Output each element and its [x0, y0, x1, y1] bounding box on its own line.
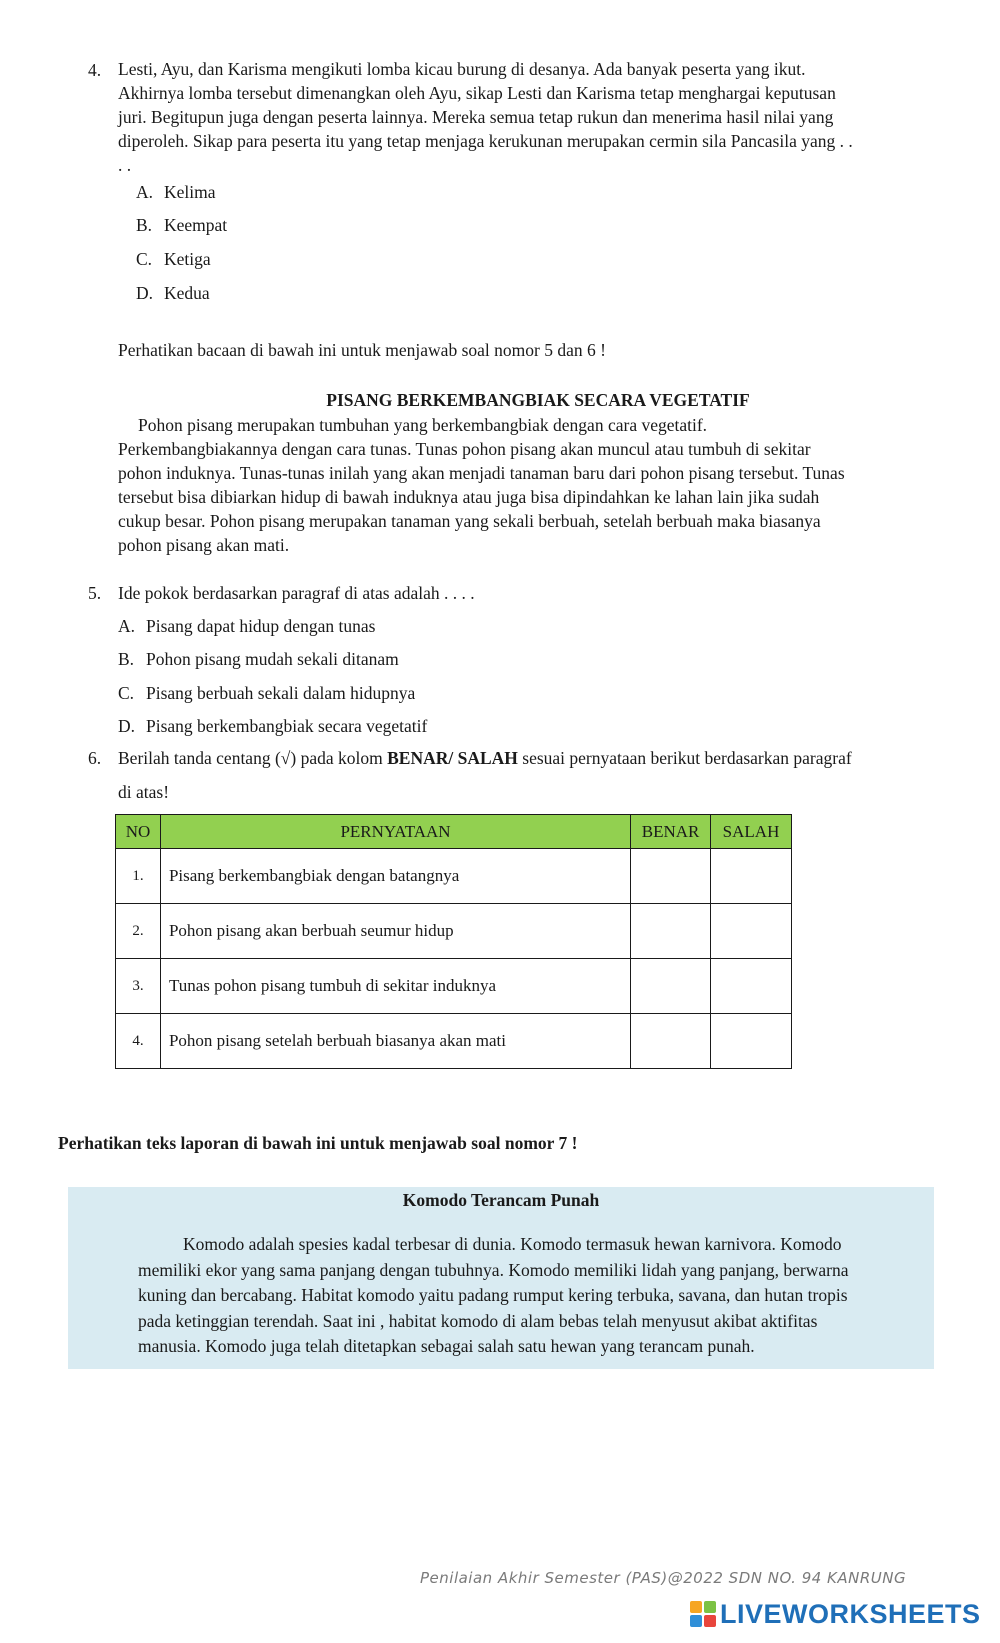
question-5-number: 5. — [88, 583, 102, 603]
header-false: SALAH — [711, 815, 792, 849]
table-row — [116, 959, 792, 1014]
question-6-number: 6. — [88, 748, 102, 768]
option-text: Keempat — [164, 215, 228, 235]
option-letter: A. — [136, 182, 154, 202]
text-line: tersebut bisa dibiarkan hidup di bawah induknya atau juga bisa dipindahkan ke lahan lain jika sudah — [118, 487, 820, 507]
q5-option-a[interactable] — [118, 614, 375, 638]
row-statement: Pohon pisang setelah berbuah biasanya akan mati — [160, 1014, 630, 1069]
true-checkbox-cell[interactable] — [631, 849, 711, 904]
table-row — [116, 904, 792, 959]
liveworksheets-logo[interactable] — [690, 1596, 981, 1632]
option-text: Pisang dapat hidup dengan tunas — [146, 616, 376, 636]
text-line: Lesti, Ayu, dan Karisma mengikuti lomba kicau burung di desanya. Ada banyak peserta yang ikut. — [118, 59, 806, 79]
q5-option-b[interactable] — [118, 647, 399, 671]
option-text: Pisang berkembangbiak secara vegetatif — [146, 716, 428, 736]
option-letter: C. — [136, 249, 153, 269]
reading-title: PISANG BERKEMBANGBIAK SECARA VEGETATIF — [326, 390, 750, 410]
text-bold: BENAR/ SALAH — [387, 748, 518, 768]
table-row — [116, 849, 792, 904]
footer-credit: Penilaian Akhir Semester (PAS)@2022 SDN NO. 94 KANRUNG — [420, 1569, 907, 1587]
row-statement: Tunas pohon pisang tumbuh di sekitar induknya — [160, 959, 630, 1014]
text-line: pada ketinggian terendah. Saat ini , habitat komodo di alam bebas telah menyusut akibat aktifitas — [138, 1310, 818, 1331]
instruction-7: Perhatikan teks laporan di bawah ini untuk menjawab soal nomor 7 ! — [58, 1133, 578, 1153]
text-line: cukup besar. Pohon pisang merupakan tanaman yang sekali berbuah, setelah berbuah maka biasanya — [118, 511, 821, 531]
text-line: Akhirnya lomba tersebut dimenangkan oleh Ayu, sikap Lesti dan Karisma tetap menghargai keputusan — [118, 83, 836, 103]
option-text: Kelima — [164, 182, 216, 202]
brand-name: LIVEWORKSHEETS — [720, 1598, 981, 1629]
option-letter: C. — [118, 683, 135, 703]
table-row — [116, 1014, 792, 1069]
row-number: 4. — [116, 1014, 161, 1069]
option-text: Pohon pisang mudah sekali ditanam — [146, 649, 399, 669]
text-line: . . — [118, 155, 132, 175]
row-statement: Pisang berkembangbiak dengan batangnya — [160, 849, 630, 904]
q5-option-c[interactable] — [118, 681, 415, 705]
true-false-table — [115, 814, 792, 1069]
text-line: juri. Begitupun juga dengan peserta lainnya. Mereka semua tetap rukun dan menerima hasil nilai yang — [118, 107, 834, 127]
question-4-number: 4. — [88, 60, 102, 80]
false-checkbox-cell[interactable] — [711, 904, 792, 959]
komodo-title: Komodo Terancam Punah — [402, 1190, 600, 1210]
q4-option-a[interactable] — [136, 180, 216, 204]
option-letter: B. — [136, 215, 153, 235]
row-number: 1. — [116, 849, 161, 904]
row-number: 2. — [116, 904, 161, 959]
text-span: sesuai pernyataan berikut berdasarkan paragraf — [517, 748, 852, 768]
option-letter: D. — [118, 716, 136, 736]
header-no: NO — [116, 815, 161, 849]
text-line: Perkembangbiakannya dengan cara tunas. Tunas pohon pisang akan muncul atau tumbuh di sekitar — [118, 439, 811, 459]
q5-option-d[interactable] — [118, 714, 427, 738]
liveworksheets-icon — [690, 1601, 716, 1627]
text-line: Pohon pisang merupakan tumbuhan yang berkembangbiak dengan cara vegetatif. — [138, 415, 708, 435]
row-number: 3. — [116, 959, 161, 1014]
option-text: Pisang berbuah sekali dalam hidupnya — [146, 683, 416, 703]
option-letter: D. — [136, 283, 154, 303]
option-text: Kedua — [164, 283, 210, 303]
text-line: manusia. Komodo juga telah ditetapkan sebagai salah satu hewan yang terancam punah. — [138, 1336, 755, 1356]
question-5-text: Ide pokok berdasarkan paragraf di atas adalah . . . . — [118, 583, 475, 603]
q4-option-c[interactable] — [136, 247, 211, 271]
false-checkbox-cell[interactable] — [711, 849, 792, 904]
text-line: pohon induknya. Tunas-tunas inilah yang akan menjadi tanaman baru dari pohon pisang tersebut. Tunas — [118, 463, 845, 483]
option-letter: A. — [118, 616, 136, 636]
text-line: diperoleh. Sikap para peserta itu yang tetap menjaga kerukunan merupakan cermin sila Pancasila yang . . — [118, 131, 853, 151]
row-statement: Pohon pisang akan berbuah seumur hidup — [160, 904, 630, 959]
text-line: memiliki ekor yang sama panjang dengan tubuhnya. Komodo memiliki lidah yang panjang, berwarna — [138, 1259, 849, 1280]
q4-option-d[interactable] — [136, 281, 210, 305]
true-checkbox-cell[interactable] — [631, 959, 711, 1014]
komodo-text — [138, 1232, 928, 1360]
reading-passage — [118, 413, 958, 557]
option-letter: B. — [118, 649, 135, 669]
question-6-text-line2: di atas! — [118, 782, 170, 802]
instruction-5-6: Perhatikan bacaan di bawah ini untuk menjawab soal nomor 5 dan 6 ! — [118, 340, 606, 360]
text-line: Komodo adalah spesies kadal terbesar di dunia. Komodo termasuk hewan karnivora. Komodo — [183, 1234, 842, 1254]
header-statement: PERNYATAAN — [160, 815, 630, 849]
text-line: kuning dan bercabang. Habitat komodo yaitu padang rumput kering terbuka, savana, dan hutan tropis — [138, 1285, 848, 1305]
false-checkbox-cell[interactable] — [711, 1014, 792, 1069]
false-checkbox-cell[interactable] — [711, 959, 792, 1014]
text-span: Berilah tanda centang (√) pada kolom — [118, 748, 388, 768]
true-checkbox-cell[interactable] — [631, 1014, 711, 1069]
table-header-row — [116, 815, 792, 849]
option-text: Ketiga — [164, 249, 211, 269]
q4-option-b[interactable] — [136, 213, 227, 237]
question-6-text — [118, 748, 958, 769]
question-4-text — [118, 57, 958, 177]
true-checkbox-cell[interactable] — [631, 904, 711, 959]
header-true: BENAR — [631, 815, 711, 849]
text-line: pohon pisang akan mati. — [118, 535, 290, 555]
